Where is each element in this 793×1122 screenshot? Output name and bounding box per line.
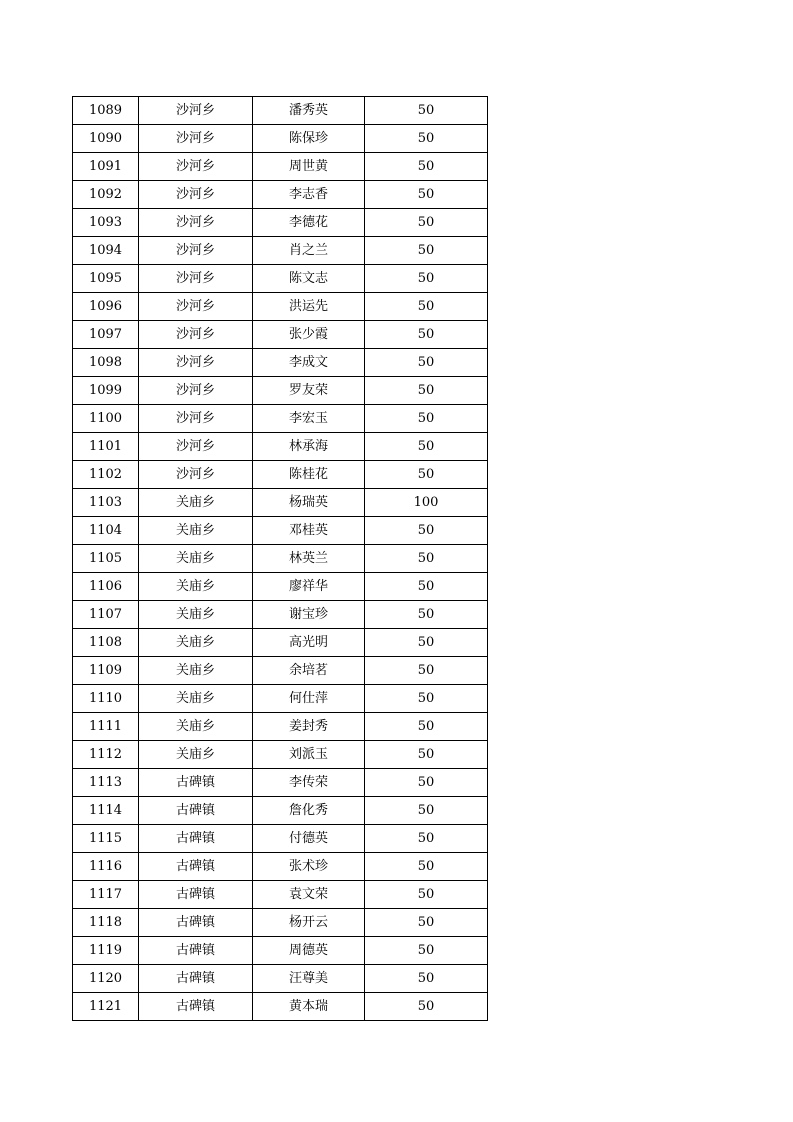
row-number-cell: 1095 — [73, 265, 139, 293]
table-row — [73, 769, 488, 797]
amount-cell: 50 — [365, 181, 488, 209]
row-number-cell: 1100 — [73, 405, 139, 433]
row-number-cell: 1107 — [73, 601, 139, 629]
township-cell: 古碑镇 — [139, 825, 253, 853]
person-name-cell: 黄本瑞 — [253, 993, 365, 1021]
table-row — [73, 601, 488, 629]
table-row — [73, 405, 488, 433]
table-row — [73, 321, 488, 349]
township-cell: 沙河乡 — [139, 377, 253, 405]
row-number-cell: 1092 — [73, 181, 139, 209]
person-name-cell: 洪运先 — [253, 293, 365, 321]
row-number-cell: 1096 — [73, 293, 139, 321]
row-number-cell: 1093 — [73, 209, 139, 237]
row-number-cell: 1103 — [73, 489, 139, 517]
row-number-cell: 1120 — [73, 965, 139, 993]
person-name-cell: 张术珍 — [253, 853, 365, 881]
person-name-cell: 李成文 — [253, 349, 365, 377]
amount-cell: 50 — [365, 741, 488, 769]
township-cell: 古碑镇 — [139, 965, 253, 993]
amount-cell: 50 — [365, 321, 488, 349]
amount-cell: 50 — [365, 265, 488, 293]
township-cell: 关庙乡 — [139, 741, 253, 769]
row-number-cell: 1118 — [73, 909, 139, 937]
person-name-cell: 詹化秀 — [253, 797, 365, 825]
amount-cell: 50 — [365, 881, 488, 909]
row-number-cell: 1108 — [73, 629, 139, 657]
table-row — [73, 265, 488, 293]
township-cell: 沙河乡 — [139, 349, 253, 377]
amount-cell: 50 — [365, 797, 488, 825]
person-name-cell: 杨瑞英 — [253, 489, 365, 517]
row-number-cell: 1089 — [73, 97, 139, 125]
township-cell: 古碑镇 — [139, 853, 253, 881]
township-cell: 关庙乡 — [139, 685, 253, 713]
amount-cell: 50 — [365, 377, 488, 405]
table-row — [73, 629, 488, 657]
table-row — [73, 461, 488, 489]
township-cell: 沙河乡 — [139, 153, 253, 181]
amount-cell: 50 — [365, 769, 488, 797]
amount-cell: 50 — [365, 461, 488, 489]
township-cell: 关庙乡 — [139, 657, 253, 685]
amount-cell: 50 — [365, 601, 488, 629]
amount-cell: 50 — [365, 293, 488, 321]
person-name-cell: 廖祥华 — [253, 573, 365, 601]
township-cell: 沙河乡 — [139, 293, 253, 321]
table-row — [73, 209, 488, 237]
township-cell: 关庙乡 — [139, 517, 253, 545]
row-number-cell: 1098 — [73, 349, 139, 377]
person-name-cell: 林承海 — [253, 433, 365, 461]
table-row — [73, 797, 488, 825]
amount-cell: 50 — [365, 853, 488, 881]
township-cell: 古碑镇 — [139, 797, 253, 825]
amount-cell: 50 — [365, 433, 488, 461]
township-cell: 沙河乡 — [139, 125, 253, 153]
township-cell: 关庙乡 — [139, 629, 253, 657]
township-cell: 沙河乡 — [139, 209, 253, 237]
amount-cell: 50 — [365, 97, 488, 125]
person-name-cell: 林英兰 — [253, 545, 365, 573]
person-name-cell: 谢宝珍 — [253, 601, 365, 629]
person-name-cell: 付德英 — [253, 825, 365, 853]
row-number-cell: 1104 — [73, 517, 139, 545]
table-row — [73, 965, 488, 993]
person-name-cell: 姜封秀 — [253, 713, 365, 741]
township-cell: 沙河乡 — [139, 321, 253, 349]
row-number-cell: 1113 — [73, 769, 139, 797]
person-name-cell: 李德花 — [253, 209, 365, 237]
row-number-cell: 1105 — [73, 545, 139, 573]
amount-cell: 50 — [365, 965, 488, 993]
table-row — [73, 573, 488, 601]
person-name-cell: 陈文志 — [253, 265, 365, 293]
person-name-cell: 袁文荣 — [253, 881, 365, 909]
row-number-cell: 1094 — [73, 237, 139, 265]
row-number-cell: 1121 — [73, 993, 139, 1021]
roster-table — [72, 96, 488, 1021]
row-number-cell: 1115 — [73, 825, 139, 853]
row-number-cell: 1112 — [73, 741, 139, 769]
table-row — [73, 237, 488, 265]
table-row — [73, 937, 488, 965]
person-name-cell: 何仕萍 — [253, 685, 365, 713]
table-row — [73, 825, 488, 853]
person-name-cell: 刘派玉 — [253, 741, 365, 769]
table-row — [73, 685, 488, 713]
person-name-cell: 杨开云 — [253, 909, 365, 937]
amount-cell: 50 — [365, 937, 488, 965]
row-number-cell: 1109 — [73, 657, 139, 685]
person-name-cell: 邓桂英 — [253, 517, 365, 545]
person-name-cell: 高光明 — [253, 629, 365, 657]
township-cell: 古碑镇 — [139, 937, 253, 965]
row-number-cell: 1090 — [73, 125, 139, 153]
table-row — [73, 657, 488, 685]
row-number-cell: 1114 — [73, 797, 139, 825]
amount-cell: 50 — [365, 573, 488, 601]
township-cell: 关庙乡 — [139, 601, 253, 629]
township-cell: 沙河乡 — [139, 433, 253, 461]
table-row — [73, 993, 488, 1021]
township-cell: 沙河乡 — [139, 237, 253, 265]
township-cell: 关庙乡 — [139, 545, 253, 573]
township-cell: 沙河乡 — [139, 461, 253, 489]
township-cell: 沙河乡 — [139, 181, 253, 209]
table-row — [73, 377, 488, 405]
table-row — [73, 97, 488, 125]
table-row — [73, 433, 488, 461]
amount-cell: 100 — [365, 489, 488, 517]
amount-cell: 50 — [365, 153, 488, 181]
row-number-cell: 1110 — [73, 685, 139, 713]
amount-cell: 50 — [365, 349, 488, 377]
row-number-cell: 1097 — [73, 321, 139, 349]
table-row — [73, 853, 488, 881]
amount-cell: 50 — [365, 545, 488, 573]
table-row — [73, 881, 488, 909]
person-name-cell: 陈桂花 — [253, 461, 365, 489]
township-cell: 古碑镇 — [139, 769, 253, 797]
amount-cell: 50 — [365, 713, 488, 741]
amount-cell: 50 — [365, 909, 488, 937]
table-row — [73, 909, 488, 937]
amount-cell: 50 — [365, 657, 488, 685]
row-number-cell: 1102 — [73, 461, 139, 489]
table-row — [73, 489, 488, 517]
amount-cell: 50 — [365, 517, 488, 545]
amount-cell: 50 — [365, 209, 488, 237]
table-row — [73, 349, 488, 377]
township-cell: 古碑镇 — [139, 881, 253, 909]
row-number-cell: 1099 — [73, 377, 139, 405]
township-cell: 关庙乡 — [139, 489, 253, 517]
township-cell: 沙河乡 — [139, 405, 253, 433]
amount-cell: 50 — [365, 993, 488, 1021]
roster-table-body — [73, 97, 488, 1021]
person-name-cell: 李志香 — [253, 181, 365, 209]
person-name-cell: 陈保珍 — [253, 125, 365, 153]
person-name-cell: 周德英 — [253, 937, 365, 965]
township-cell: 古碑镇 — [139, 909, 253, 937]
township-cell: 关庙乡 — [139, 573, 253, 601]
amount-cell: 50 — [365, 237, 488, 265]
row-number-cell: 1106 — [73, 573, 139, 601]
row-number-cell: 1101 — [73, 433, 139, 461]
person-name-cell: 肖之兰 — [253, 237, 365, 265]
table-row — [73, 293, 488, 321]
table-row — [73, 153, 488, 181]
row-number-cell: 1111 — [73, 713, 139, 741]
table-row — [73, 545, 488, 573]
township-cell: 关庙乡 — [139, 713, 253, 741]
amount-cell: 50 — [365, 629, 488, 657]
township-cell: 沙河乡 — [139, 265, 253, 293]
amount-cell: 50 — [365, 405, 488, 433]
person-name-cell: 罗友荣 — [253, 377, 365, 405]
row-number-cell: 1091 — [73, 153, 139, 181]
table-row — [73, 517, 488, 545]
township-cell: 沙河乡 — [139, 97, 253, 125]
table-row — [73, 741, 488, 769]
person-name-cell: 周世黄 — [253, 153, 365, 181]
amount-cell: 50 — [365, 125, 488, 153]
person-name-cell: 汪尊美 — [253, 965, 365, 993]
amount-cell: 50 — [365, 685, 488, 713]
row-number-cell: 1119 — [73, 937, 139, 965]
row-number-cell: 1117 — [73, 881, 139, 909]
table-row — [73, 713, 488, 741]
table-row — [73, 181, 488, 209]
person-name-cell: 李宏玉 — [253, 405, 365, 433]
person-name-cell: 潘秀英 — [253, 97, 365, 125]
person-name-cell: 余培茗 — [253, 657, 365, 685]
person-name-cell: 李传荣 — [253, 769, 365, 797]
person-name-cell: 张少霞 — [253, 321, 365, 349]
amount-cell: 50 — [365, 825, 488, 853]
table-row — [73, 125, 488, 153]
row-number-cell: 1116 — [73, 853, 139, 881]
township-cell: 古碑镇 — [139, 993, 253, 1021]
